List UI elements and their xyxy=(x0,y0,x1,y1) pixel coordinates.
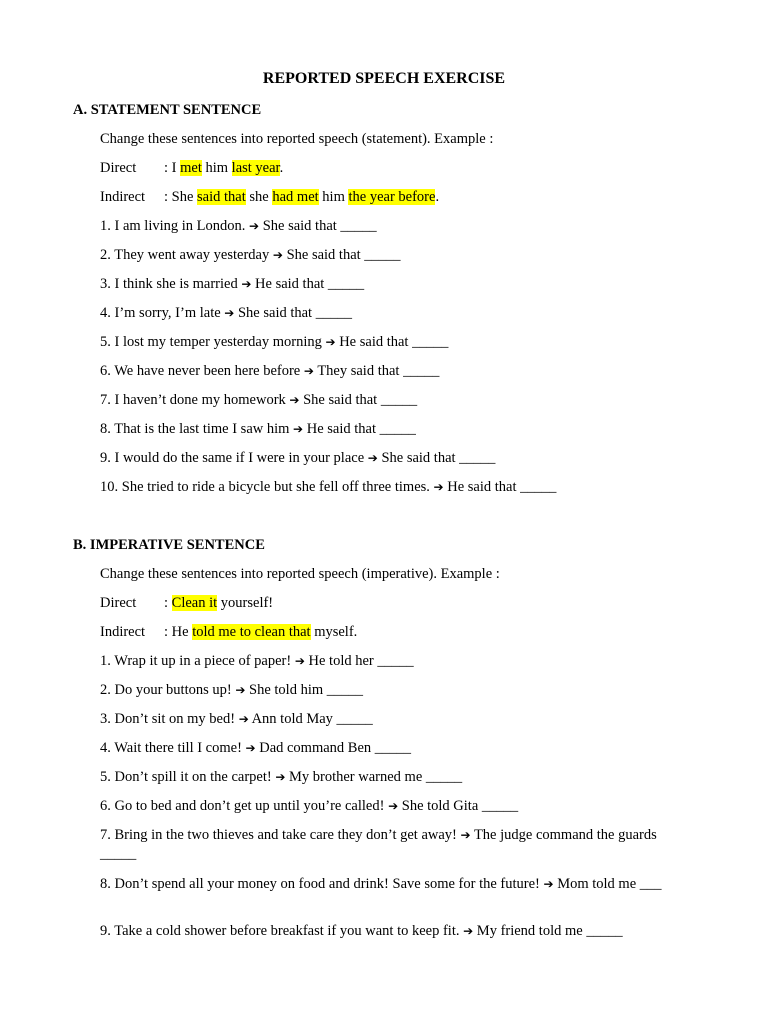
example-text: : I xyxy=(164,160,181,176)
list-item xyxy=(100,275,364,293)
item-answer: Ann told May _____ xyxy=(251,711,373,727)
right-arrow-icon: ➔ xyxy=(245,741,256,755)
item-answer: She said that _____ xyxy=(237,305,352,321)
item-answer: He said that _____ xyxy=(306,421,416,437)
list-item xyxy=(100,478,556,496)
item-prompt: 1. I am living in London. xyxy=(100,218,246,234)
list-item xyxy=(100,246,401,264)
section-a-direct-example xyxy=(100,159,283,177)
direct-label: Direct xyxy=(100,160,137,176)
highlighted-text: told me to clean that xyxy=(192,624,311,640)
example-text: she xyxy=(245,189,273,205)
item-answer: The judge command the guards _____ xyxy=(100,827,657,862)
section-a-instruction: Change these sentences into reported speech (statement). Example : xyxy=(100,131,494,147)
example-text: . xyxy=(435,189,440,205)
item-answer: He said that _____ xyxy=(339,334,449,350)
list-item xyxy=(100,304,352,322)
right-arrow-icon: ➔ xyxy=(224,306,235,320)
right-arrow-icon: ➔ xyxy=(325,335,336,349)
item-prompt: 3. I think she is married xyxy=(100,276,238,292)
item-prompt: 8. That is the last time I saw him xyxy=(100,421,290,437)
page-title: REPORTED SPEECH EXERCISE xyxy=(262,70,506,87)
section-b-instruction: Change these sentences into reported speech (imperative). Example : xyxy=(100,566,500,582)
right-arrow-icon: ➔ xyxy=(249,219,260,233)
item-answer: My brother warned me _____ xyxy=(289,769,463,785)
list-item xyxy=(100,826,680,864)
highlighted-text: the year before xyxy=(348,189,436,205)
section-b-indirect-example xyxy=(100,623,357,641)
item-answer: They said that _____ xyxy=(317,363,440,379)
list-item xyxy=(100,217,377,235)
item-answer: She said that _____ xyxy=(262,218,377,234)
example-text: myself. xyxy=(310,624,358,640)
item-answer: She said that _____ xyxy=(381,450,496,466)
item-prompt: 4. I’m sorry, I’m late xyxy=(100,305,221,321)
item-answer: She said that _____ xyxy=(303,392,418,408)
example-text: : He xyxy=(164,624,193,640)
item-answer: Mom told me ___ xyxy=(557,876,662,892)
item-prompt: 3. Don’t sit on my bed! xyxy=(100,711,236,727)
item-answer: My friend told me _____ xyxy=(476,923,623,939)
right-arrow-icon: ➔ xyxy=(543,877,554,891)
example-text: him xyxy=(201,160,232,176)
right-arrow-icon: ➔ xyxy=(235,683,246,697)
right-arrow-icon: ➔ xyxy=(241,277,252,291)
item-prompt: 6. We have never been here before xyxy=(100,363,301,379)
right-arrow-icon: ➔ xyxy=(388,799,399,813)
right-arrow-icon: ➔ xyxy=(460,828,471,842)
item-prompt: 2. Do your buttons up! xyxy=(100,682,232,698)
list-item xyxy=(100,420,416,438)
section-a-heading: A. STATEMENT SENTENCE xyxy=(73,102,262,118)
item-prompt: 9. Take a cold shower before breakfast if you want to keep fit. xyxy=(100,923,460,939)
item-prompt: 9. I would do the same if I were in your place xyxy=(100,450,365,466)
section-b-heading: B. IMPERATIVE SENTENCE xyxy=(73,537,265,553)
list-item xyxy=(100,652,414,670)
highlighted-text: said that xyxy=(197,189,246,205)
list-item xyxy=(100,681,363,699)
list-item xyxy=(100,739,411,757)
example-text: yourself! xyxy=(217,595,274,611)
item-prompt: 2. They went away yesterday xyxy=(100,247,270,263)
right-arrow-icon: ➔ xyxy=(463,924,474,938)
list-item xyxy=(100,449,495,467)
item-prompt: 1. Wrap it up in a piece of paper! xyxy=(100,653,292,669)
item-prompt: 8. Don’t spend all your money on food and drink! Save some for the future! xyxy=(100,876,540,892)
example-text: : xyxy=(164,595,172,611)
list-item xyxy=(100,710,373,728)
indirect-label: Indirect xyxy=(100,189,146,205)
list-item xyxy=(100,922,623,940)
highlighted-text: Clean it xyxy=(171,595,218,611)
section-a-indirect-example xyxy=(100,188,439,206)
indirect-label: Indirect xyxy=(100,624,146,640)
highlighted-text: met xyxy=(180,160,202,176)
list-item xyxy=(100,362,439,380)
list-item xyxy=(100,797,518,815)
item-answer: She told him _____ xyxy=(249,682,364,698)
list-item xyxy=(100,333,448,351)
right-arrow-icon: ➔ xyxy=(272,248,283,262)
list-item xyxy=(100,391,417,409)
right-arrow-icon: ➔ xyxy=(294,654,305,668)
section-b-direct-example xyxy=(100,594,273,612)
item-answer: Dad command Ben _____ xyxy=(259,740,412,756)
item-answer: She said that _____ xyxy=(286,247,401,263)
item-answer: She told Gita _____ xyxy=(401,798,519,814)
right-arrow-icon: ➔ xyxy=(275,770,286,784)
right-arrow-icon: ➔ xyxy=(238,712,249,726)
item-prompt: 7. I haven’t done my homework xyxy=(100,392,286,408)
example-text: him xyxy=(318,189,349,205)
right-arrow-icon: ➔ xyxy=(433,480,444,494)
item-prompt: 6. Go to bed and don’t get up until you’re called! xyxy=(100,798,385,814)
item-answer: He said that _____ xyxy=(255,276,365,292)
example-text: . xyxy=(279,160,284,176)
direct-label: Direct xyxy=(100,595,137,611)
list-item xyxy=(100,768,462,786)
item-prompt: 10. She tried to ride a bicycle but she fell off three times. xyxy=(100,479,430,495)
item-answer: He said that _____ xyxy=(447,479,557,495)
item-prompt: 5. I lost my temper yesterday morning xyxy=(100,334,322,350)
item-prompt: 4. Wait there till I come! xyxy=(100,740,242,756)
item-answer: He told her _____ xyxy=(308,653,414,669)
highlighted-text: last year xyxy=(231,160,280,176)
item-prompt: 7. Bring in the two thieves and take care they don’t get away! xyxy=(100,827,457,843)
highlighted-text: had met xyxy=(272,189,319,205)
right-arrow-icon: ➔ xyxy=(303,364,314,378)
list-item xyxy=(100,875,680,894)
example-text: : She xyxy=(164,189,198,205)
right-arrow-icon: ➔ xyxy=(293,422,304,436)
right-arrow-icon: ➔ xyxy=(289,393,300,407)
right-arrow-icon: ➔ xyxy=(367,451,378,465)
item-prompt: 5. Don’t spill it on the carpet! xyxy=(100,769,272,785)
